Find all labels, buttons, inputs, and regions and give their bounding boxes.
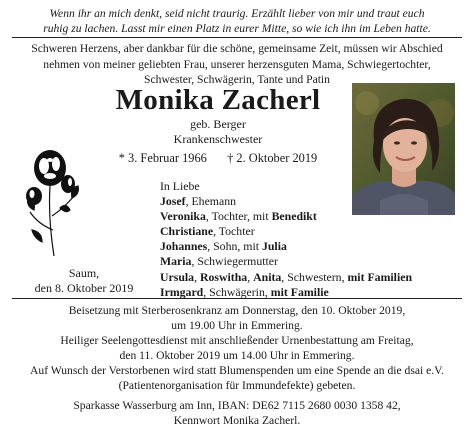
- family-row-5-part-2: , Schwiegermutter: [191, 254, 278, 269]
- burial-line-2: um 19.00 Uhr in Emmering.: [171, 319, 303, 332]
- bank-line-2: Kennwort Monika Zacherl.: [173, 414, 301, 427]
- birth-name: geb. Berger: [190, 117, 246, 131]
- donation-line-1: Auf Wunsch der Verstorbenen wird statt Blumenspenden um eine Spende an die dsai e.V.: [30, 364, 444, 377]
- memorial-quote: [0, 6, 474, 36]
- family-row-2-part-2: , Tochter, mit: [205, 209, 272, 224]
- family-row-3-part-2: , Tochter: [213, 224, 255, 239]
- family-row-7-part-1: Irmgard: [160, 284, 204, 299]
- family-row-4-part-2: , Sohn, mit: [207, 239, 262, 254]
- family-row-1-part-2: , Ehemann: [185, 194, 237, 209]
- family-row-1: [160, 194, 412, 209]
- profession: Krankenschwester: [173, 132, 263, 146]
- family-list: [160, 179, 412, 300]
- quote-line-2: ruhig zu lachen. Lasst mir einen Platz in eurer Mitte, so wie ich ihn im Leben hatte.: [43, 22, 431, 35]
- family-row-6-part-7: mit Familien: [347, 269, 413, 284]
- quote-line-1: Wenn ihr an mich denkt, seid nicht traurig. Erzählt lieber von mir und traut euch: [49, 7, 425, 20]
- family-row-6: [160, 270, 412, 285]
- family-row-4: [160, 239, 412, 254]
- middle-divider: [12, 298, 462, 299]
- service-line-2: den 11. Oktober 2019 um 14.00 Uhr in Emmering.: [119, 349, 355, 362]
- top-divider: [12, 37, 462, 38]
- intro-text: [0, 41, 474, 88]
- deceased-name: Monika Zacherl: [115, 84, 321, 116]
- family-row-6-part-3: Roswitha: [200, 269, 248, 284]
- service-line-1: Heiliger Seelengottesdienst mit anschließender Urnenbestattung am Freitag,: [60, 334, 414, 347]
- life-dates: [88, 151, 348, 166]
- burial-notice: [0, 303, 474, 428]
- family-row-2-part-3: Benedikt: [271, 209, 317, 224]
- family-row-4-part-3: Julia: [261, 239, 287, 254]
- family-row-5-part-1: Maria: [160, 254, 192, 269]
- family-row-1-part-1: Josef: [160, 194, 186, 209]
- family-row-6-part-1: Ursula: [160, 269, 195, 284]
- family-row-7-part-2: , Schwägerin,: [203, 284, 271, 299]
- family-row-6-part-5: Anita: [253, 269, 282, 284]
- intro-line-2: nehmen von meiner geliebten Frau, unserer herzensguten Mama, Schwiegertochter,: [43, 57, 431, 71]
- family-intro: In Liebe: [160, 179, 200, 193]
- family-row-2: [160, 209, 412, 224]
- family-row-3-part-1: Christiane: [160, 224, 214, 239]
- intro-line-1: Schweren Herzens, aber dankbar für die schöne, gemeinsame Zeit, müssen wir Abschied: [31, 42, 443, 55]
- bank-line-1: Sparkasse Wasserburg am Inn, IBAN: DE62 7115 2680 0030 1358 42,: [73, 399, 401, 412]
- place-date: [14, 266, 154, 296]
- donation-line-2: (Patientenorganisation für Immundefekte) gebeten.: [118, 379, 356, 392]
- birth-date: * 3. Februar 1966: [118, 151, 207, 165]
- place-date-line: den 8. Oktober 2019: [34, 281, 134, 295]
- rose-icon: [20, 138, 84, 258]
- intro-line-3: Schwester, Schwägerin, Tante und Patin: [144, 73, 330, 86]
- family-row-4-part-1: Johannes: [160, 239, 208, 254]
- family-row-5: [160, 254, 412, 269]
- family-row-7-part-3: mit Familie: [270, 284, 329, 299]
- family-row-6-part-4: ,: [247, 269, 254, 284]
- burial-line-1: Beisetzung mit Sterberosenkranz am Donnerstag, den 10. Oktober 2019,: [68, 304, 406, 317]
- death-date: † 2. Oktober 2019: [227, 151, 318, 165]
- family-row-2-part-1: Veronika: [160, 209, 206, 224]
- place-city: Saum,: [68, 266, 100, 280]
- family-row-3: [160, 224, 412, 239]
- family-row-6-part-2: ,: [194, 269, 200, 284]
- family-row-6-part-6: , Schwestern,: [281, 269, 348, 284]
